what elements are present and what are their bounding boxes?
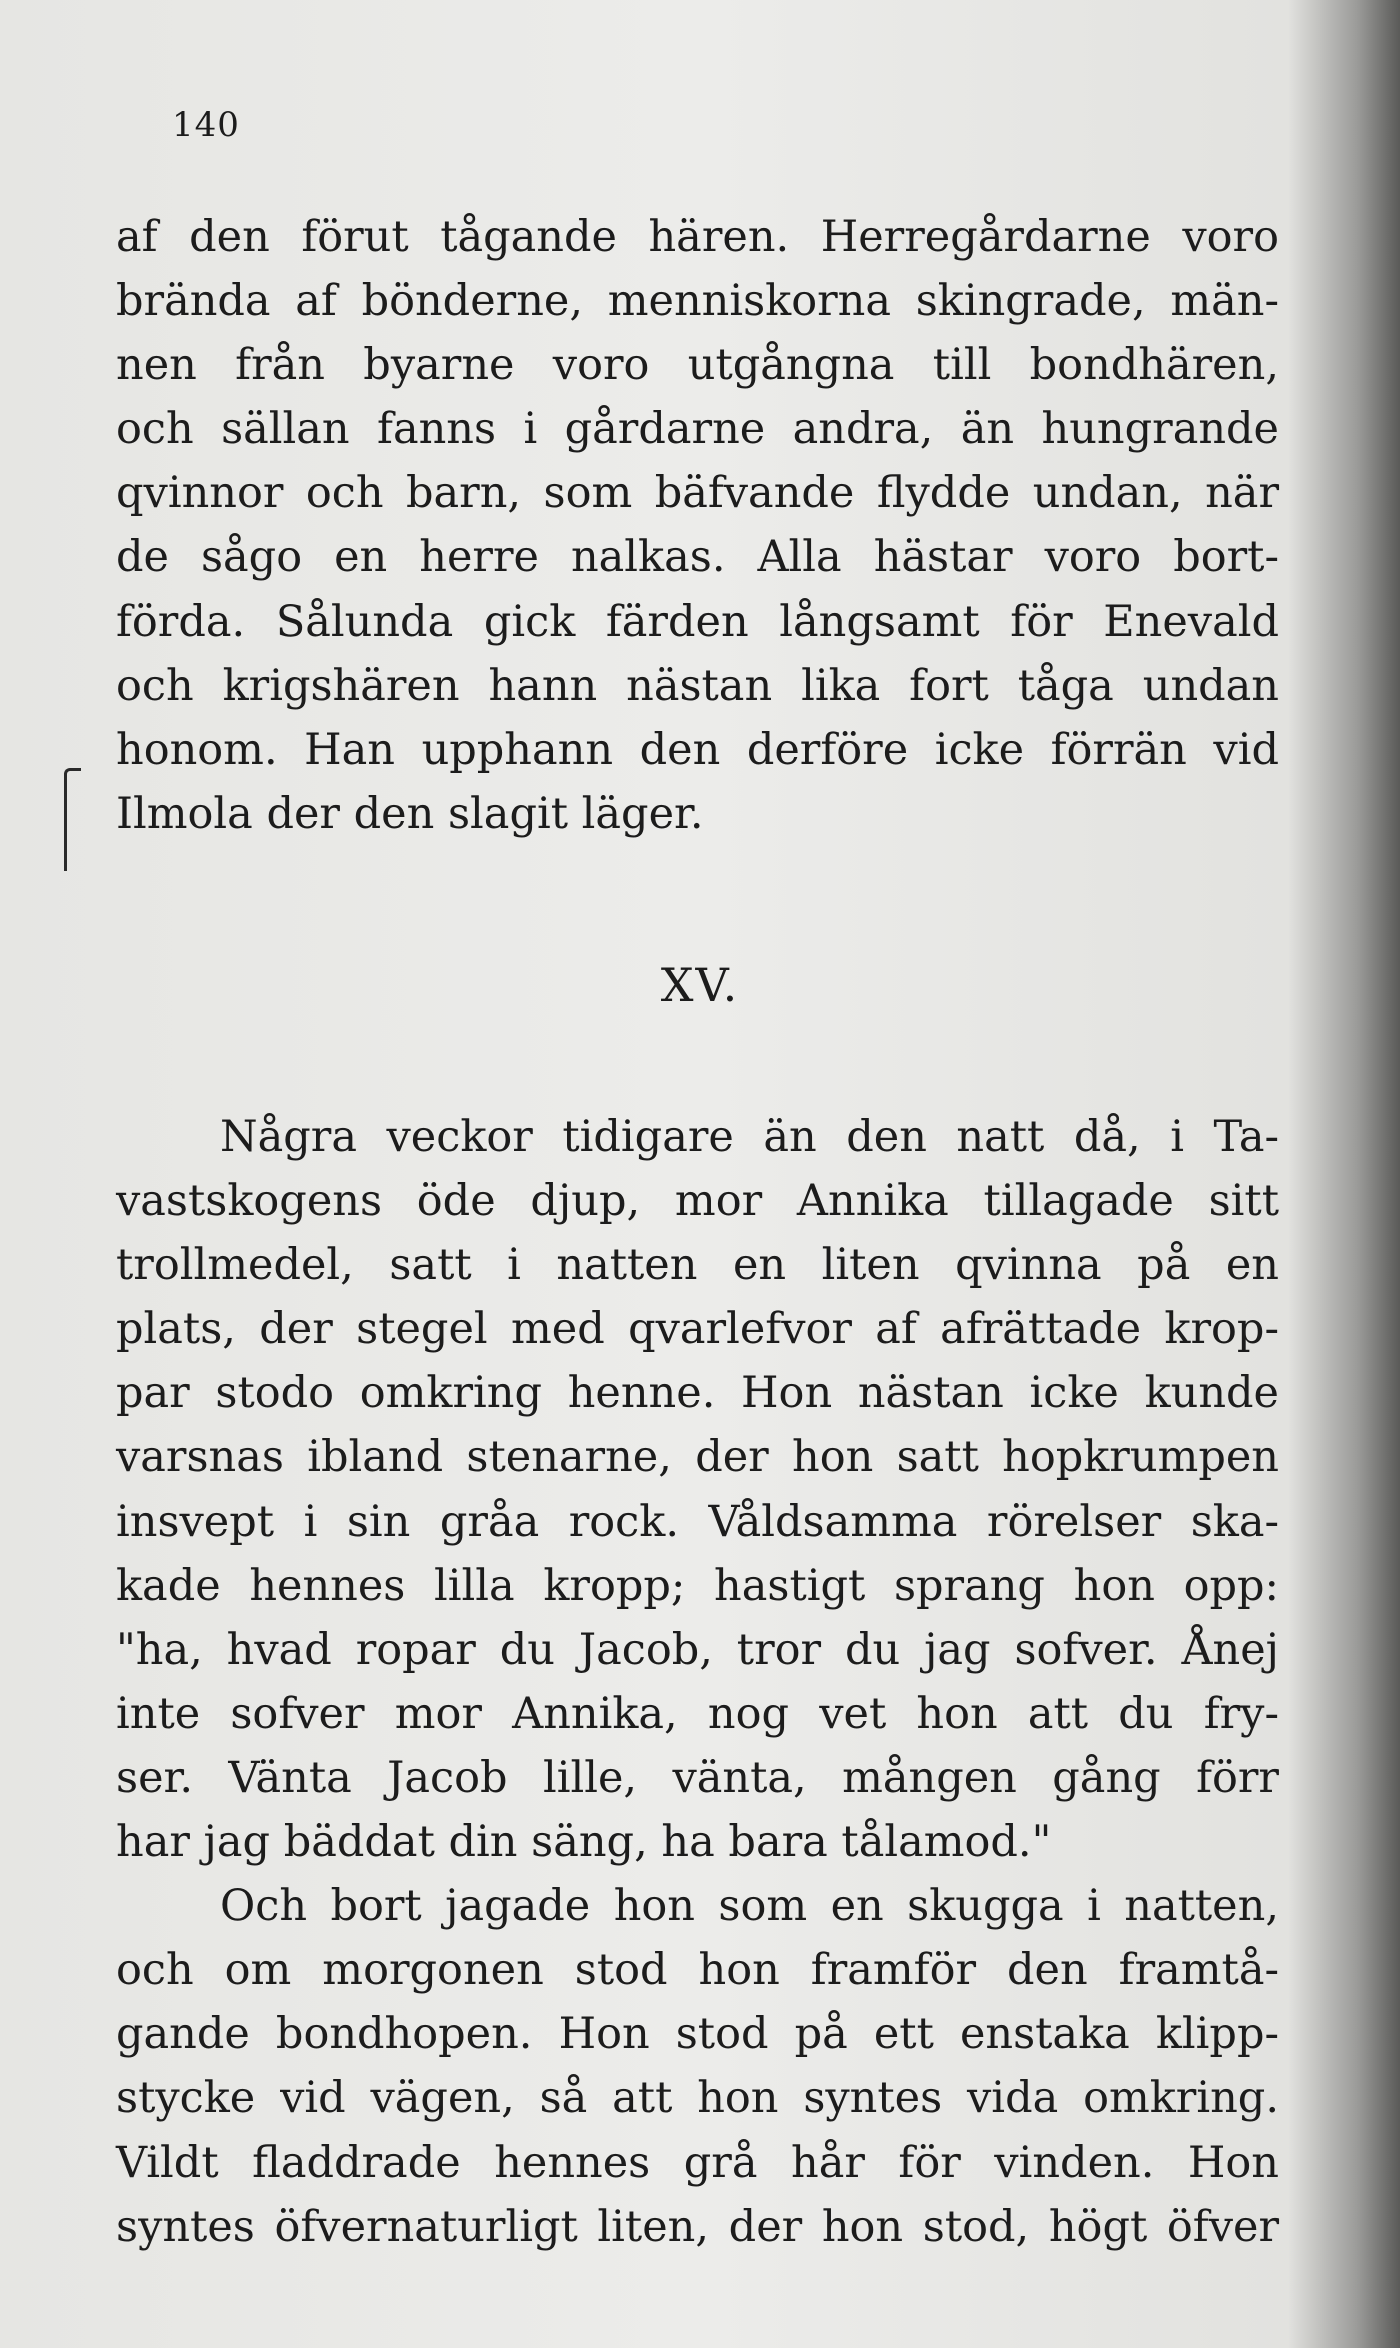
text-line: par stodo omkring henne. Hon nästan icke kunde xyxy=(116,1368,1279,1419)
text-line: brända af bönderne, menniskorna skingrade, män- xyxy=(116,276,1279,327)
text-line: ser. Vänta Jacob lille, vänta, mången gång förr xyxy=(116,1752,1279,1803)
text-line: plats, der stegel med qvarlefvor af afrättade krop- xyxy=(116,1304,1279,1355)
text-line: gande bondhopen. Hon stod på ett enstaka klipp- xyxy=(116,2009,1279,2060)
text-line: och om morgonen stod hon framför den framtå- xyxy=(116,1945,1279,1996)
text-line: kade hennes lilla kropp; hastigt sprang hon opp: xyxy=(116,1560,1279,1611)
text-line: qvinnor och barn, som bäfvande flydde undan, när xyxy=(116,468,1279,519)
text-line: har jag bäddat din säng, ha bara tålamod." xyxy=(116,1817,1052,1868)
text-line: Och bort jagade hon som en skugga i natten, xyxy=(220,1881,1279,1932)
chapter-heading: XV. xyxy=(660,958,740,1012)
text-line: vastskogens öde djup, mor Annika tillagade sitt xyxy=(116,1176,1279,1227)
margin-bracket-mark xyxy=(64,768,81,871)
text-line: inte sofver mor Annika, nog vet hon att du fry- xyxy=(116,1688,1279,1739)
text-line: stycke vid vägen, så att hon syntes vida omkring. xyxy=(116,2073,1279,2124)
text-line: af den förut tågande hären. Herregårdarne voro xyxy=(116,212,1279,262)
text-line: varsnas ibland stenarne, der hon satt hopkrumpen xyxy=(116,1432,1279,1483)
text-line: insvept i sin gråa rock. Våldsamma rörelser ska- xyxy=(116,1496,1279,1547)
text-line: förda. Sålunda gick färden långsamt för Enevald xyxy=(116,596,1279,647)
text-line: syntes öfvernaturligt liten, der hon stod, högt öfver xyxy=(116,2201,1279,2252)
page-number: 140 xyxy=(172,105,240,145)
paragraph-2-3 xyxy=(116,1105,1279,2259)
text-line: Vildt fladdrade hennes grå hår för vinden. Hon xyxy=(116,2137,1279,2188)
text-line: nen från byarne voro utgångna till bondhären, xyxy=(116,340,1279,391)
text-line: och sällan fanns i gårdarne andra, än hungrande xyxy=(116,404,1279,455)
paragraph-1 xyxy=(116,205,1279,846)
text-line: och krigshären hann nästan lika fort tåga undan xyxy=(116,660,1279,711)
text-line: trollmedel, satt i natten en liten qvinna på en xyxy=(116,1240,1279,1291)
text-line: de sågo en herre nalkas. Alla hästar voro bort- xyxy=(116,532,1279,583)
text-line: "ha, hvad ropar du Jacob, tror du jag sofver. Ånej xyxy=(116,1624,1279,1675)
text-line: Några veckor tidigare än den natt då, i Ta- xyxy=(220,1112,1279,1162)
text-line: Ilmola der den slagit läger. xyxy=(116,788,704,839)
text-line: honom. Han upphann den derföre icke förrän vid xyxy=(116,724,1279,775)
